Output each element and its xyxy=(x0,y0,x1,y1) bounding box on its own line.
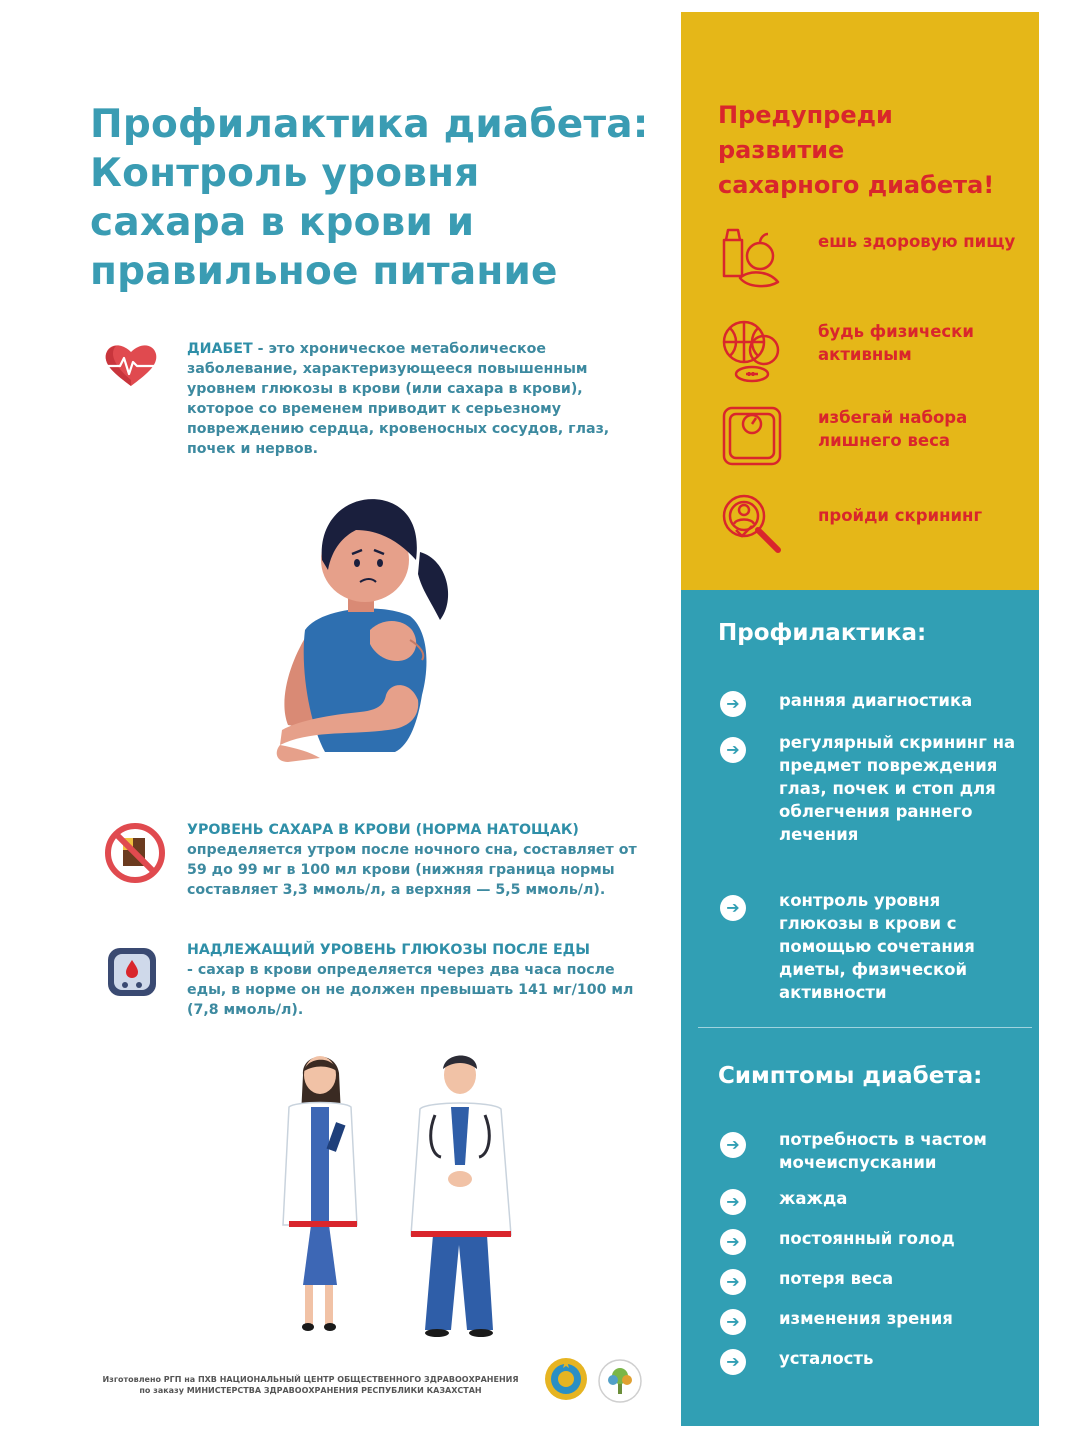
arrow-right-icon: ➔ xyxy=(720,691,746,717)
healthy-food-icon xyxy=(718,226,786,294)
tip-physical-activity xyxy=(718,316,1018,388)
prevention-item xyxy=(718,889,1018,1009)
arrow-right-icon: ➔ xyxy=(720,737,746,763)
page-title xyxy=(90,100,670,296)
warning-title-line-2: развитие xyxy=(718,136,845,164)
arrow-right-icon: ➔ xyxy=(720,1229,746,1255)
after-meal-heading: НАДЛЕЖАЩИЙ УРОВЕНЬ ГЛЮКОЗЫ ПОСЛЕ ЕДЫ xyxy=(187,942,590,958)
footer-line-2: по заказу МИНИСТЕРСТВА ЗДРАВООХРАНЕНИЯ РЕСПУБЛИКИ КАЗАХСТАН xyxy=(139,1386,482,1395)
title-line-2: Контроль уровня xyxy=(90,151,480,196)
footer-line-1: Изготовлено РГП на ПХВ НАЦИОНАЛЬНЫЙ ЦЕНТР ОБЩЕСТВЕННОГО ЗДРАВООХРАНЕНИЯ xyxy=(102,1375,519,1384)
title-line-4: правильное питание xyxy=(90,249,558,294)
prevention-item-label: ранняя диагностика xyxy=(779,691,973,710)
no-sweets-icon xyxy=(104,822,166,884)
symptom-item-label: изменения зрения xyxy=(779,1309,953,1328)
glucometer-icon xyxy=(104,944,160,1000)
symptom-item xyxy=(718,1187,1018,1213)
girl-scratching-illustration xyxy=(270,490,470,790)
symptom-item xyxy=(718,1347,1018,1373)
symptom-item xyxy=(718,1307,1018,1333)
tip-label: пройди скрининг xyxy=(818,506,983,525)
arrow-right-icon: ➔ xyxy=(720,1132,746,1158)
arrow-right-icon: ➔ xyxy=(720,1309,746,1335)
diabetes-lead: ДИАБЕТ xyxy=(187,341,253,357)
arrow-right-icon: ➔ xyxy=(720,1349,746,1375)
fasting-heading: УРОВЕНЬ САХАРА В КРОВИ (НОРМА НАТОЩАК) xyxy=(187,822,579,838)
warning-title-line-1: Предупреди xyxy=(718,101,893,129)
symptom-item-label: потребность в частом мочеиспускании xyxy=(779,1130,987,1172)
tip-label: будь физически активным xyxy=(818,322,974,364)
kazakhstan-emblem-logo xyxy=(543,1356,589,1402)
symptom-item-label: жажда xyxy=(779,1189,848,1208)
symptom-item-label: постоянный голод xyxy=(779,1229,955,1248)
after-meal-text: - сахар в крови определяется через два часа после еды, в норме он не должен превышать 141 мг/100 мл (7,8 ммоль/л). xyxy=(187,962,634,1018)
arrow-right-icon: ➔ xyxy=(720,895,746,921)
doctors-illustration xyxy=(255,1045,525,1345)
tip-label: ешь здоровую пищу xyxy=(818,232,1016,251)
symptom-item xyxy=(718,1227,1018,1253)
arrow-right-icon: ➔ xyxy=(720,1189,746,1215)
prevention-heading: Профилактика: xyxy=(718,620,927,646)
fasting-text: определяется утром после ночного сна, составляет от 59 до 99 мг в 100 мл крови (нижняя граница нормы составляет 3,3 ммоль/л, а верхняя — 5,5 ммоль/л). xyxy=(187,842,637,898)
symptoms-heading: Симптомы диабета: xyxy=(718,1063,983,1089)
scale-icon xyxy=(718,402,786,470)
symptom-item xyxy=(718,1128,1018,1176)
diabetes-definition xyxy=(187,339,627,459)
warning-title-line-3: сахарного диабета! xyxy=(718,171,995,199)
diabetes-text: - это хроническое метаболическое заболевание, характеризующееся повышенным уровнем глюкозы в крови (или сахара в крови), которое со временем приводит к серьезному повреждению сердца, кровеносных сосудов, глаз, почек и нервов. xyxy=(187,341,610,457)
panel-divider xyxy=(698,1027,1032,1028)
fasting-sugar-info xyxy=(187,820,637,900)
title-line-1: Профилактика диабета: xyxy=(90,102,649,147)
prevention-item xyxy=(718,689,1018,715)
warning-title xyxy=(718,98,1028,203)
sports-balls-icon xyxy=(718,316,786,384)
title-line-3: сахара в крови и xyxy=(90,200,475,245)
tip-label: избегай набора лишнего веса xyxy=(818,408,968,450)
prevention-item-label: регулярный скрининг на предмет повреждения глаз, почек и стоп для облегчения раннего лечения xyxy=(779,733,1016,844)
prevention-item xyxy=(718,731,1018,871)
arrow-right-icon: ➔ xyxy=(720,1269,746,1295)
footer-credits xyxy=(88,1374,533,1396)
after-meal-info xyxy=(187,940,637,1020)
tip-healthy-food xyxy=(718,226,1018,298)
symptom-item xyxy=(718,1267,1018,1293)
tip-avoid-weight-gain xyxy=(718,402,1018,474)
tip-screening xyxy=(718,490,1018,562)
heart-pulse-icon xyxy=(102,340,160,390)
symptom-item-label: усталость xyxy=(779,1349,874,1368)
screening-magnifier-icon xyxy=(718,490,786,558)
symptom-item-label: потеря веса xyxy=(779,1269,894,1288)
prevention-item-label: контроль уровня глюкозы в крови с помощью сочетания диеты, физической активности xyxy=(779,891,975,1002)
health-center-logo xyxy=(597,1358,643,1404)
